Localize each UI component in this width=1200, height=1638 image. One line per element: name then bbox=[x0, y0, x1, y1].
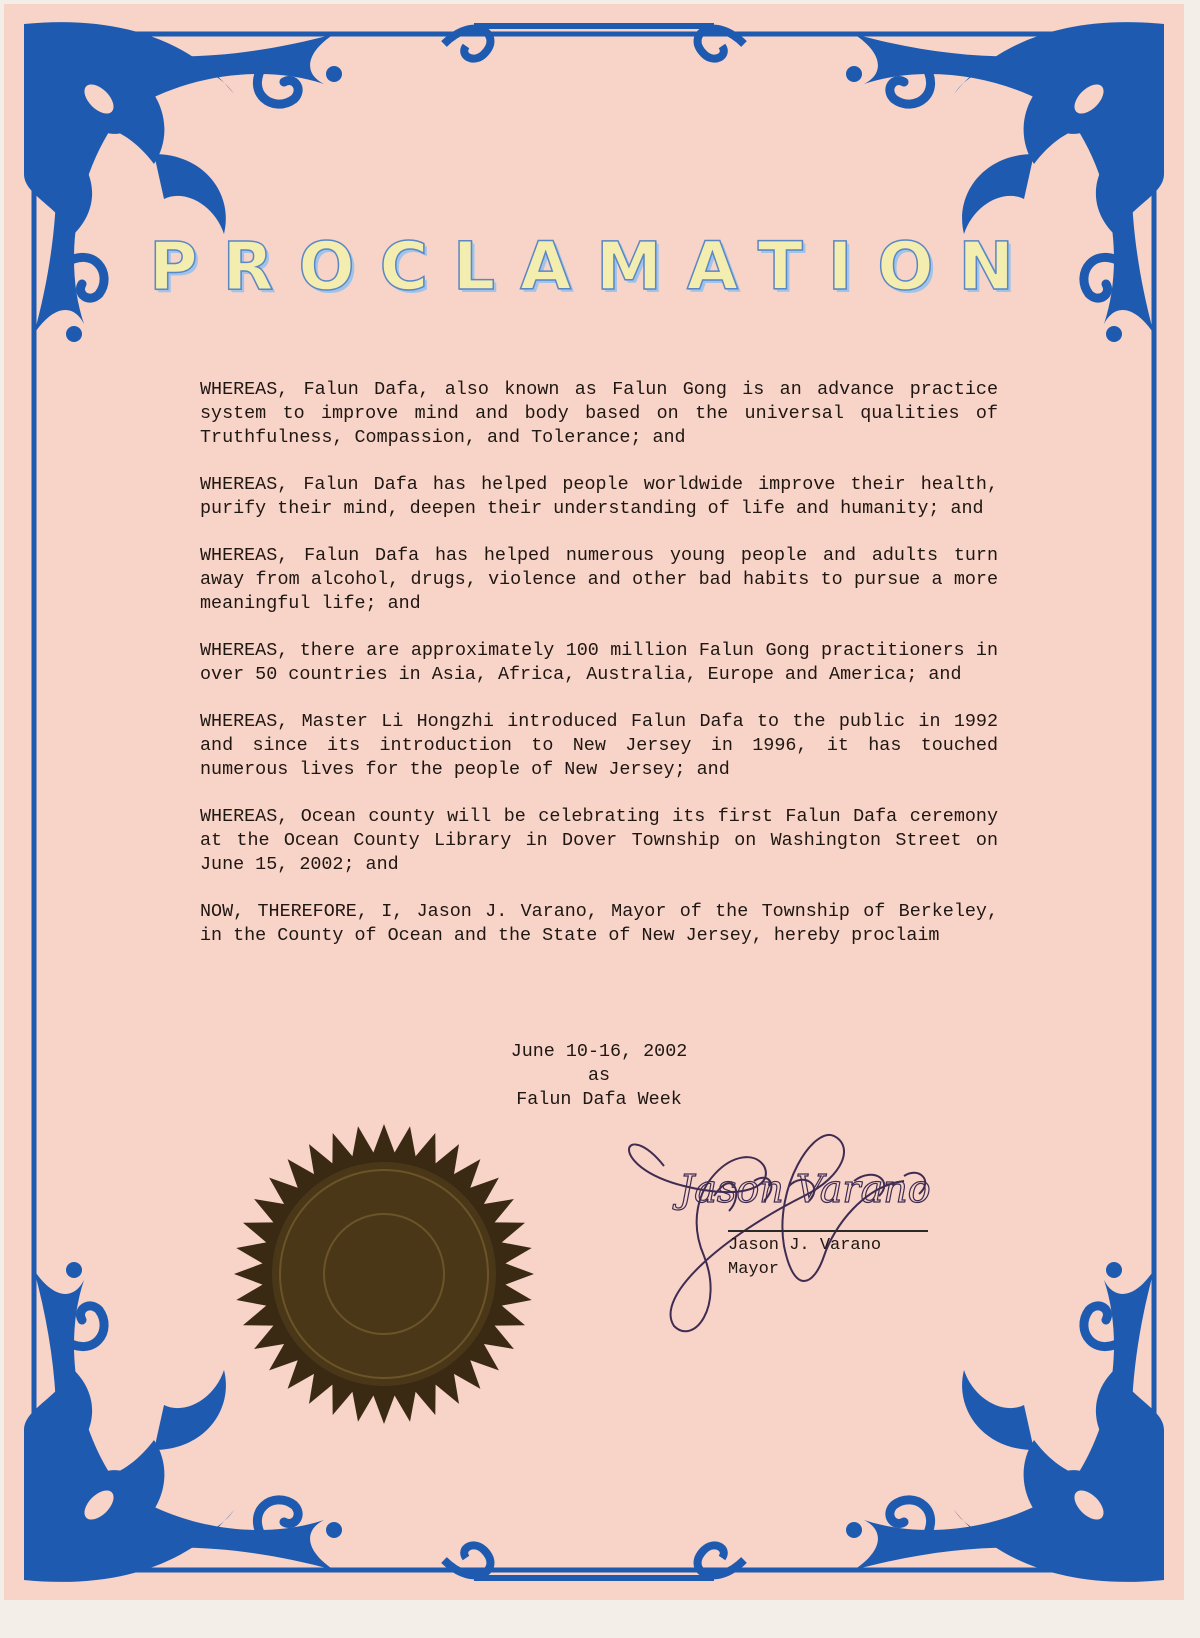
signer-block bbox=[728, 1230, 928, 1282]
whereas-paragraph-3: WHEREAS, Falun Dafa has helped numerous young people and adults turn away from alcohol, drugs, violence and other bad habits to pursue a more meaningful life; and bbox=[200, 545, 998, 614]
whereas-paragraph-4: WHEREAS, there are approximately 100 million Falun Gong practitioners in over 50 countries in Asia, Africa, Australia, Europe and America; and bbox=[200, 640, 998, 685]
proclaimed-as: as bbox=[587, 1065, 611, 1086]
therefore-paragraph: NOW, THEREFORE, I, Jason J. Varano, Mayor of the Township of Berkeley, in the County of Ocean and the State of New Jersey, hereby proclaim bbox=[200, 901, 998, 946]
signature-script: Jason Varano bbox=[679, 1167, 931, 1211]
whereas-paragraph-1: WHEREAS, Falun Dafa, also known as Falun Gong is an advance practice system to improve mind and body based on the universal qualities of Truthfulness, Compassion, and Tolerance; and bbox=[200, 379, 998, 448]
proclamation-body bbox=[200, 378, 998, 971]
proclaimed-name: Falun Dafa Week bbox=[516, 1089, 682, 1110]
proclamation-title: PROCLAMATION bbox=[149, 228, 1039, 305]
proclaimed-dates: June 10-16, 2002 bbox=[510, 1041, 688, 1062]
whereas-paragraph-6: WHEREAS, Ocean county will be celebrating its first Falun Dafa ceremony at the Ocean County Library in Dover Township on Washington Street on June 15, 2002; and bbox=[200, 806, 998, 875]
whereas-paragraph-5: WHEREAS, Master Li Hongzhi introduced Falun Dafa to the public in 1992 and since its introduction to New Jersey in 1996, it has touched numerous lives for the people of New Jersey; and bbox=[200, 711, 998, 780]
whereas-paragraph-2: WHEREAS, Falun Dafa has helped people worldwide improve their health, purify their mind, deepen their understanding of life and humanity; and bbox=[200, 474, 998, 519]
proclamation-paper bbox=[4, 4, 1184, 1600]
gold-seal bbox=[232, 1122, 536, 1426]
signer-title: Mayor bbox=[728, 1260, 780, 1279]
signer-name: Jason J. Varano bbox=[728, 1230, 928, 1258]
proclamation-declaration bbox=[200, 1040, 998, 1112]
